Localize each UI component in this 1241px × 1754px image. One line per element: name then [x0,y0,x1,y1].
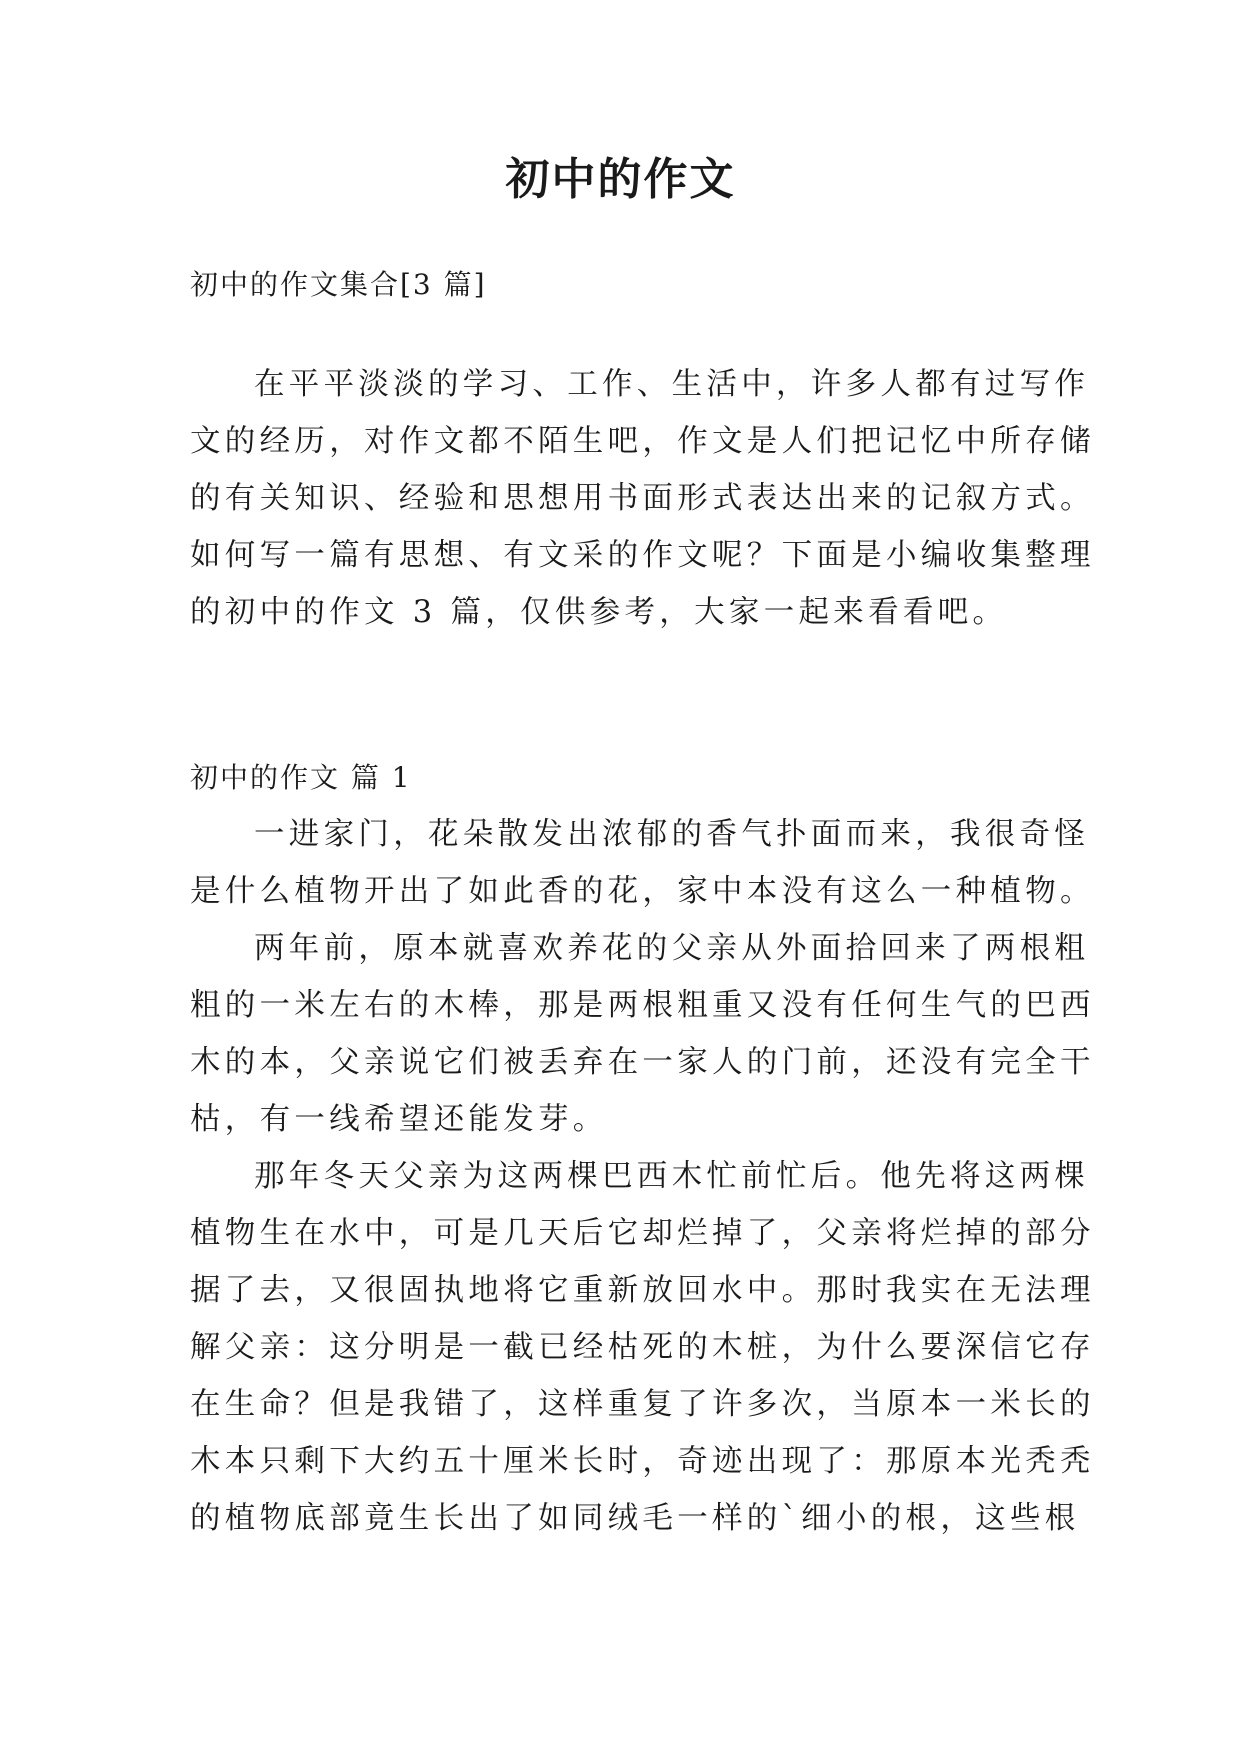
document-subtitle: 初中的作文集合[3 篇] [190,268,487,301]
body-line: 在生命？但是我错了，这样重复了许多次，当原本一米长的 [190,1387,1095,1422]
body-line: 木本只剩下大约五十厘米长时，奇迹出现了：那原本光秃秃 [190,1444,1095,1479]
intro-line: 的有关知识、经验和思想用书面形式表达出来的记叙方式。 [190,481,1095,516]
body-line: 木的本，父亲说它们被丢弃在一家人的门前，还没有完全干 [190,1045,1095,1080]
intro-line: 在平平淡淡的学习、工作、生活中，许多人都有过写作 [254,367,1090,402]
body-line: 两年前，原本就喜欢养花的父亲从外面拾回来了两根粗 [254,931,1090,966]
intro-line: 的初中的作文 3 篇，仅供参考，大家一起来看看吧。 [190,595,1008,630]
body-line: 据了去，又很固执地将它重新放回水中。那时我实在无法理 [190,1273,1095,1308]
section-heading: 初中的作文 篇 1 [190,761,412,794]
body-line: 枯，有一线希望还能发芽。 [190,1102,608,1137]
body-line: 那年冬天父亲为这两棵巴西木忙前忙后。他先将这两棵 [254,1159,1090,1194]
intro-line: 如何写一篇有思想、有文采的作文呢？下面是小编收集整理 [190,538,1095,573]
body-line: 一进家门，花朵散发出浓郁的香气扑面而来，我很奇怪 [254,817,1090,852]
intro-line: 文的经历，对作文都不陌生吧，作文是人们把记忆中所存储 [190,424,1095,459]
body-line: 粗的一米左右的木棒，那是两根粗重又没有任何生气的巴西 [190,988,1095,1023]
body-line: 解父亲：这分明是一截已经枯死的木桩，为什么要深信它存 [190,1330,1095,1365]
body-line: 是什么植物开出了如此香的花，家中本没有这么一种植物。 [190,874,1095,909]
body-line: 的植物底部竟生长出了如同绒毛一样的`细小的根，这些根 [190,1501,1080,1536]
body-line: 植物生在水中，可是几天后它却烂掉了，父亲将烂掉的部分 [190,1216,1095,1251]
document-title: 初中的作文 [505,154,736,205]
